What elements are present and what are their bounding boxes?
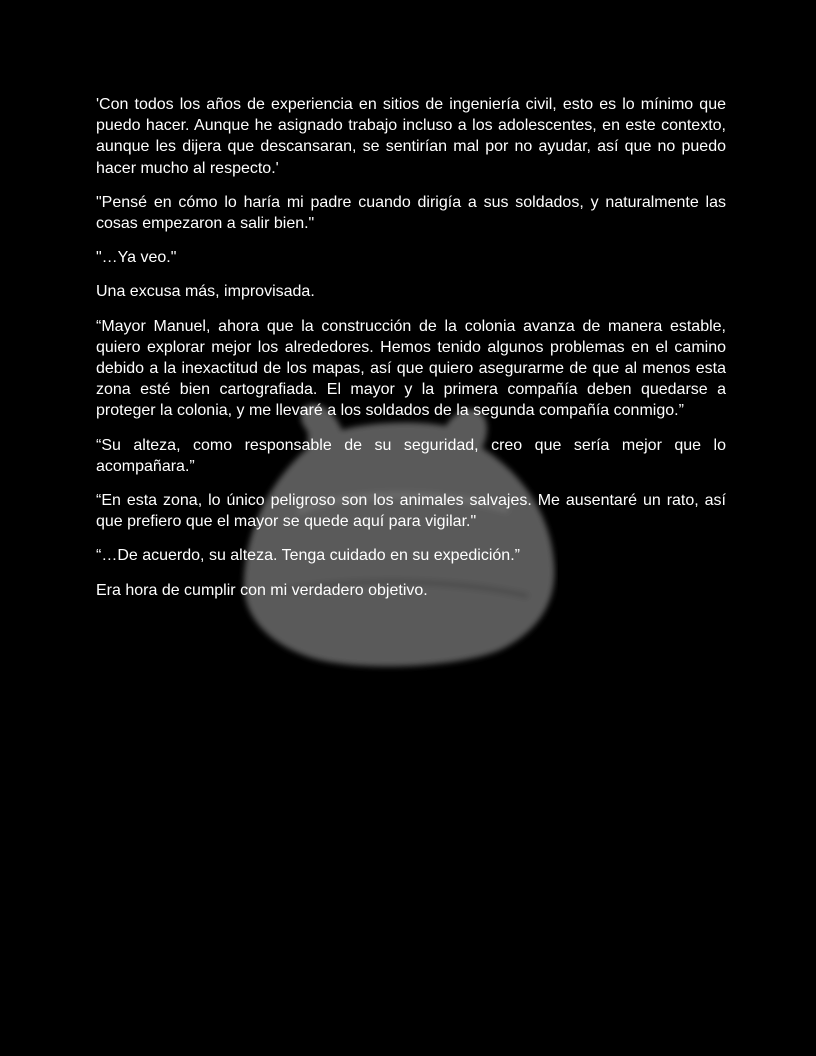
paragraph-8: “…De acuerdo, su alteza. Tenga cuidado en su expedición.” — [96, 547, 520, 565]
paragraph-7: “En esta zona, lo único peligroso son los animales salvajes. Me ausentaré un rato, así que prefiero que el mayor se quede aquí para vigilar." — [96, 492, 726, 531]
paragraph-2: "Pensé en cómo lo haría mi padre cuando dirigía a sus soldados, y naturalmente las cosas empezaron a salir bien." — [96, 193, 726, 233]
paragraph-4: Una excusa más, improvisada. — [96, 283, 315, 301]
paragraph-3: "…Ya veo." — [96, 249, 177, 267]
paragraph-6: “Su alteza, como responsable de su seguridad, creo que sería mejor que lo acompañara.” — [96, 436, 726, 475]
paragraph-5: “Mayor Manuel, ahora que la construcción de la colonia avanza de manera estable, quiero explorar mejor los alrededores. Hemos tenido algunos problemas en el camino debido a la inexactitud de los mapas, así que quiero asegurarme de que al menos esta zona esté bien cartografiada. El mayor y la primera compañía deben quedarse a proteger la colonia, y me llevaré a los soldados de la segunda compañía conmigo.” — [96, 317, 726, 420]
document-body — [96, 94, 726, 614]
paragraph-1: 'Con todos los años de experiencia en sitios de ingeniería civil, esto es lo mínimo que puedo hacer. Aunque he asignado trabajo incluso a los adolescentes, en este contexto, aunque les dijera que descansaran, se sentirían mal por no ayudar, así que no puedo hacer mucho al respecto.' — [96, 96, 726, 177]
paragraph-9: Era hora de cumplir con mi verdadero objetivo. — [96, 581, 428, 599]
